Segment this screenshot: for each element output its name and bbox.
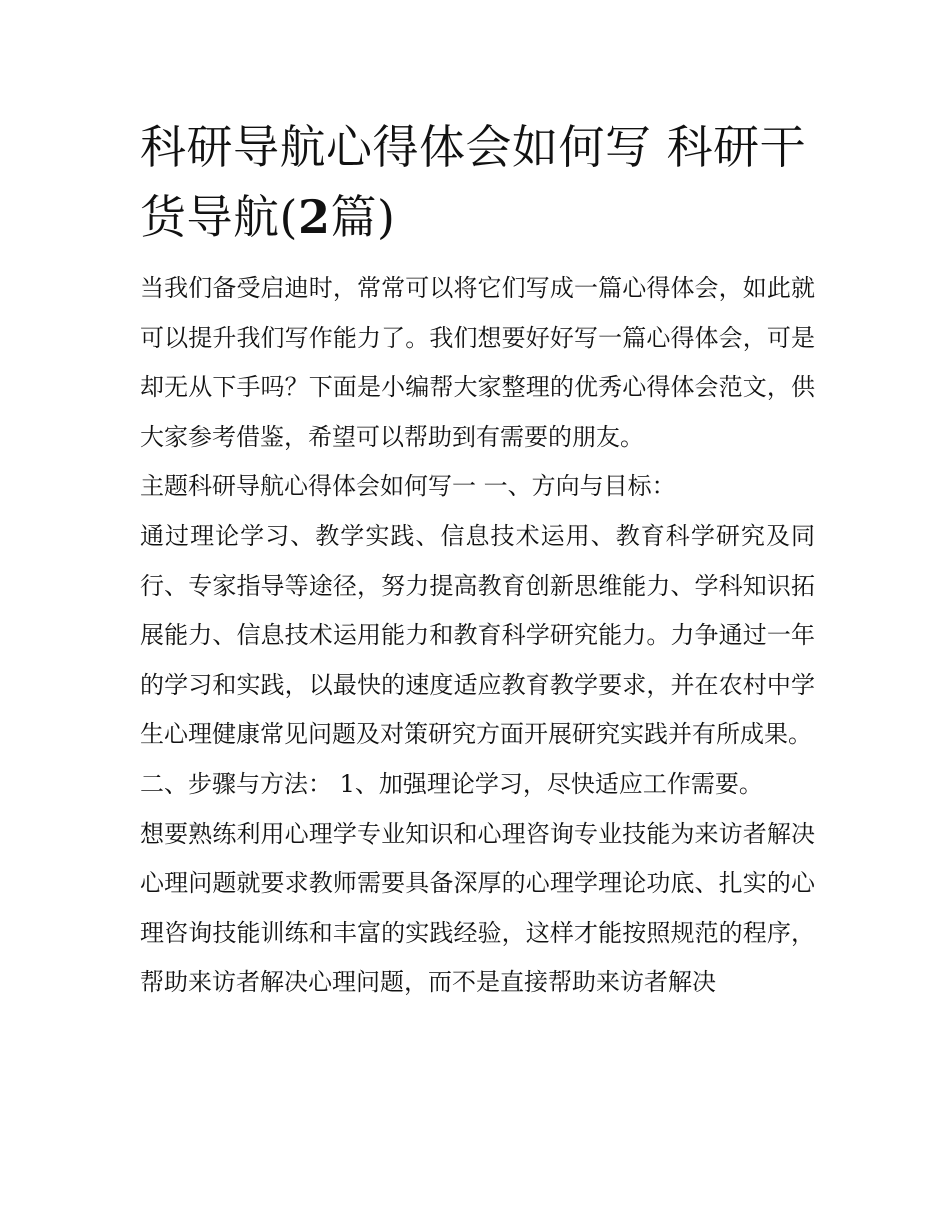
paragraph-steps-heading: 二、步骤与方法： 1、加强理论学习，尽快适应工作需要。: [140, 769, 763, 798]
document-page: [140, 112, 815, 1008]
title-text-part2: 篇): [330, 190, 396, 244]
paragraph-theory-study: 想要熟练利用心理学专业知识和心理咨询专业技能为来访者解决心理问题就要求教师需要具备深厚的心理学理论功底、扎实的心理咨询技能训练和丰富的实践经验，这样才能按照规范的程序，帮助来访者解决心理问题，而不是直接帮助来访者解决: [140, 819, 815, 997]
paragraph-intro: 当我们备受启迪时，常常可以将它们写成一篇心得体会，如此就可以提升我们写作能力了。我们想要好好写一篇心得体会，可是却无从下手吗？下面是小编帮大家整理的优秀心得体会范文，供大家参考借鉴，希望可以帮助到有需要的朋友。: [140, 274, 815, 451]
title-spacer: [140, 252, 815, 264]
title-text-part1: 科研导航心得体会如何写 科研干货导航(: [140, 120, 807, 244]
title-number: 2: [297, 190, 331, 244]
document-title: [140, 112, 815, 252]
paragraph-direction-goals: 通过理论学习、教学实践、信息技术运用、教育科学研究及同行、专家指导等途径，努力提高教育创新思维能力、学科知识拓展能力、信息技术运用能力和教育科学研究能力。力争通过一年的学习和实践，以最快的速度适应教育教学要求，并在农村中学生心理健康常见问题及对策研究方面开展研究实践并有所成果。: [140, 521, 815, 749]
paragraph-topic-heading: 主题科研导航心得体会如何写一 一、方向与目标：: [140, 472, 676, 501]
